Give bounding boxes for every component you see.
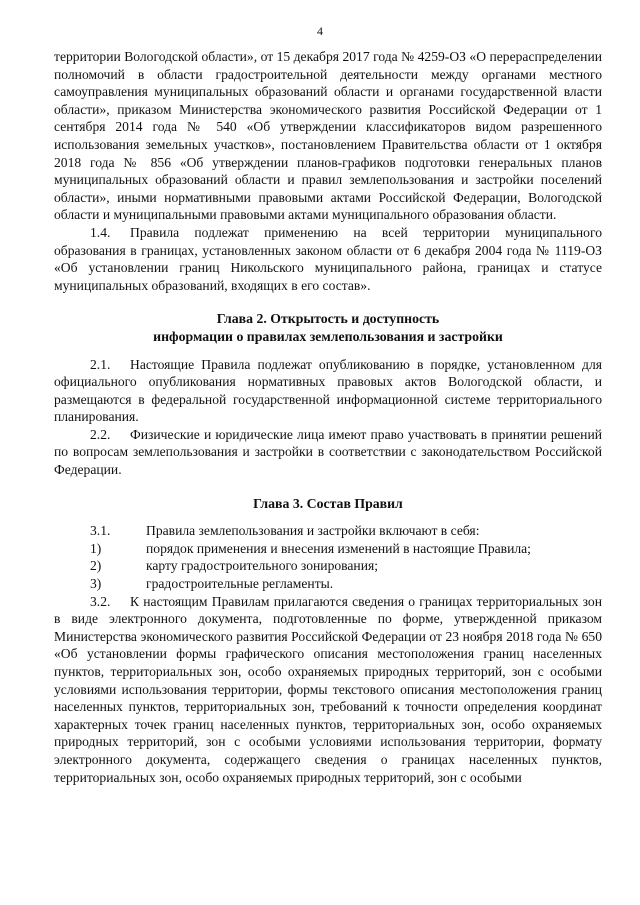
chapter-2-subtitle: информации о правилах землепользования и застройки	[153, 328, 503, 344]
list-item-text: карту градостроительного зонирования;	[146, 558, 379, 574]
list-item-number: 1)	[90, 540, 102, 556]
paragraph-1-4	[54, 224, 602, 294]
page-number: 4	[317, 24, 323, 38]
list-item	[54, 540, 602, 558]
paragraph-text: К настоящим Правилам прилагаются сведения о границах территориальных зон в виде электронного документа, подготовленные по форме, утвержденной приказом Министерства экономического развития Российской Федерации от 23 ноября 2018 года № 650 «Об установлении формы графического описания местоположения границ населенных пунктов, территориальных зон, особо охраняемых природных территорий, зон с особыми условиями использования территории, формы текстового описания местоположения границ населенных пунктов, территориальных зон, требований к точности определения координат характерных точек границ населенных пунктов, территориальных зон, особо охраняемых природных территорий, зон с особыми условиями использования территории, формату электронного документа, содержащего сведения о границах населенных пунктов, территориальных зон, особо охраняемых природных территорий, зон с особыми	[54, 593, 602, 785]
document-body	[54, 48, 602, 786]
paragraph-2-1	[54, 356, 602, 426]
paragraph-number: 3.2.	[90, 593, 111, 609]
paragraph-2-2	[54, 426, 602, 479]
list-item-text: порядок применения и внесения изменений в настоящие Правила;	[146, 540, 531, 556]
paragraph-number: 1.4.	[90, 224, 111, 240]
paragraph-number: 2.2.	[90, 426, 111, 442]
list-item-text: градостроительные регламенты.	[146, 576, 334, 592]
list-item-number: 2)	[90, 558, 102, 574]
paragraph-text: Правила землепользования и застройки включают в себя:	[146, 523, 480, 539]
intro-paragraph: территории Вологодской области», от 15 декабря 2017 года № 4259-ОЗ «О перераспределении полномочий в области градостроительной деятельности между органами местного самоуправления муниципальных образований области и органами государственной власти области», приказом Министерства экономического развития Российской Федерации от 1 сентября 2014 года № 540 «Об утверждении классификаторов видом разрешенного использования земельных участков», постановлением Правительства области от 1 октября 2018 года № 856 «Об утверждении планов-графиков подготовки генеральных планов муниципальных образований области и правил землепользования и застройки поселений области», иными нормативными правовыми актами Российской Федерации, Вологодской области и муниципальными правовыми актами муниципального образования области.	[54, 49, 602, 223]
chapter-2-title: Глава 2. Открытость и доступность	[216, 311, 440, 327]
paragraph-3-2	[54, 593, 602, 787]
paragraph-3-1	[54, 522, 602, 540]
list-item	[54, 557, 602, 575]
list-item-number: 3)	[90, 576, 102, 592]
paragraph-number: 2.1.	[90, 356, 111, 372]
chapter-3-title: Глава 3. Состав Правил	[253, 495, 403, 511]
list-item	[54, 575, 602, 593]
paragraph-text: Физические и юридические лица имеют право участвовать в принятии решений по вопросам землепользования и застройки в соответствии с законодательством Российской Федерации.	[54, 426, 602, 478]
paragraph-text: Настоящие Правила подлежат опубликованию в порядке, установленном для официального опубликования нормативных правовых актов Вологодской области, и размещаются в федеральной государственной информационной системе территориального планирования.	[54, 356, 602, 425]
paragraph-text: Правила подлежат применению на всей территории муниципального образования в границах, установленных законом области от 6 декабря 2004 года № 1119-ОЗ «Об установлении границ Никольского муниципального района, границах и статусе муниципальных образований, входящих в его состав».	[54, 224, 602, 293]
paragraph-number: 3.1.	[90, 523, 111, 539]
